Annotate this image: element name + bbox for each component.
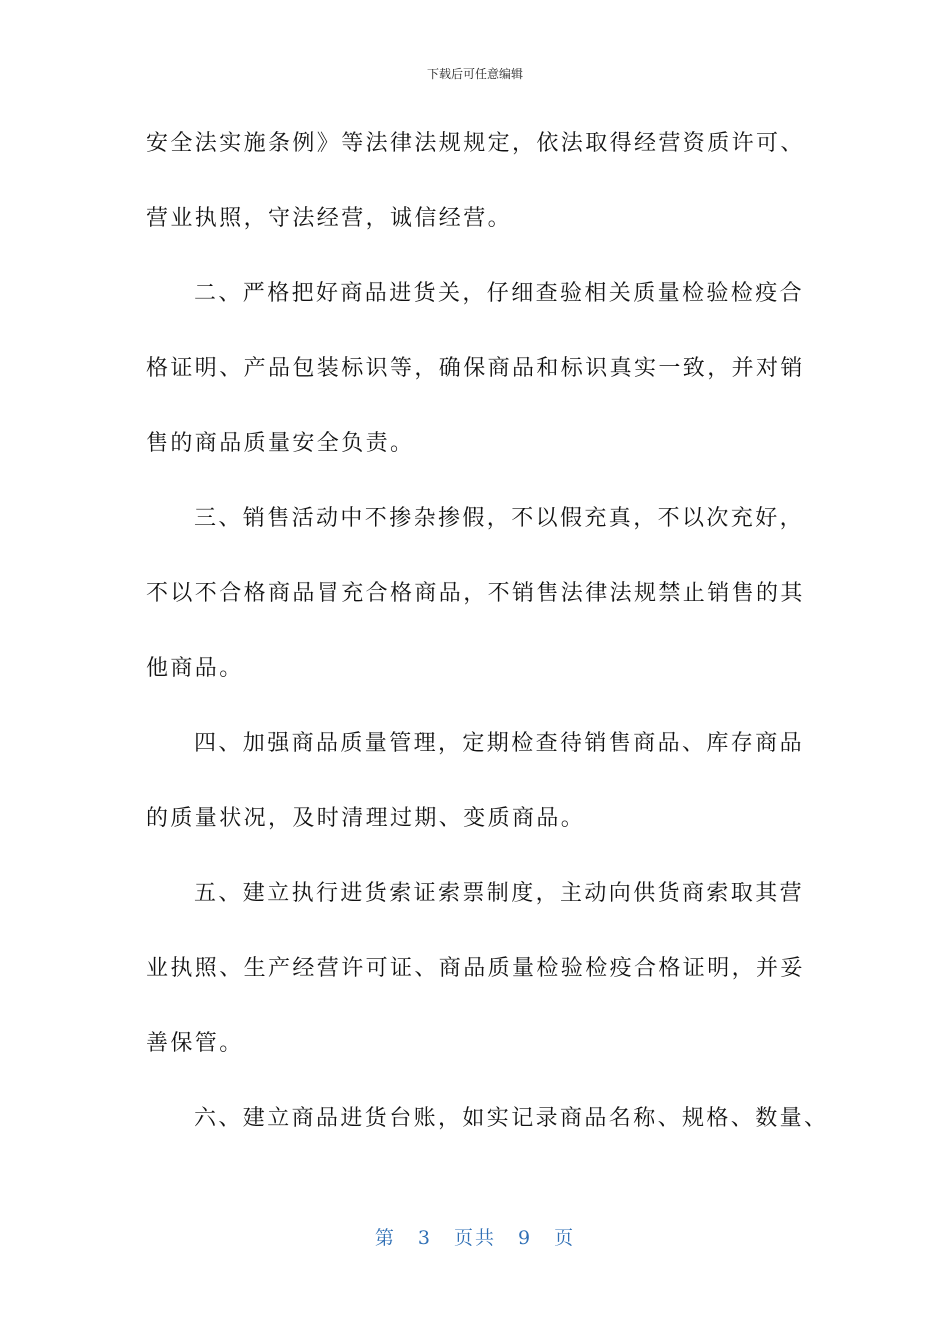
body-line-7: 不以不合格商品冒充合格商品，不销售法律法规禁止销售的其: [146, 581, 805, 606]
page-footer: [0, 1224, 950, 1252]
body-line-9: 四、加强商品质量管理，定期检查待销售商品、库存商品: [194, 731, 805, 756]
page-header-note: 下载后可任意编辑: [426, 67, 523, 81]
body-line-10: 的质量状况，及时清理过期、变质商品。: [146, 806, 586, 831]
footer-total-pages: 9: [518, 1227, 533, 1249]
body-line-13: 善保管。: [146, 1031, 244, 1056]
body-line-4: 格证明、产品包装标识等，确保商品和标识真实一致，并对销: [146, 356, 805, 381]
footer-suffix: 页: [554, 1227, 576, 1249]
footer-current-page: 3: [417, 1227, 432, 1249]
body-line-3: 二、严格把好商品进货关，仔细查验相关质量检验检疫合: [194, 281, 805, 306]
footer-prefix: 第: [374, 1227, 396, 1249]
body-line-6: 三、销售活动中不掺杂掺假，不以假充真，不以次充好，: [194, 506, 805, 531]
body-line-5: 售的商品质量安全负责。: [146, 431, 415, 456]
body-line-1: 安全法实施条例》等法律法规规定，依法取得经营资质许可、: [146, 131, 805, 156]
body-line-12: 业执照、生产经营许可证、商品质量检验检疫合格证明，并妥: [146, 956, 805, 981]
footer-middle: 页共: [453, 1227, 496, 1249]
body-line-2: 营业执照，守法经营，诚信经营。: [146, 206, 513, 231]
body-line-11: 五、建立执行进货索证索票制度，主动向供货商索取其营: [194, 881, 805, 906]
body-line-8: 他商品。: [146, 656, 244, 681]
document-body: [146, 120, 829, 1170]
body-line-14: 六、建立商品进货台账，如实记录商品名称、规格、数量、: [194, 1106, 829, 1131]
